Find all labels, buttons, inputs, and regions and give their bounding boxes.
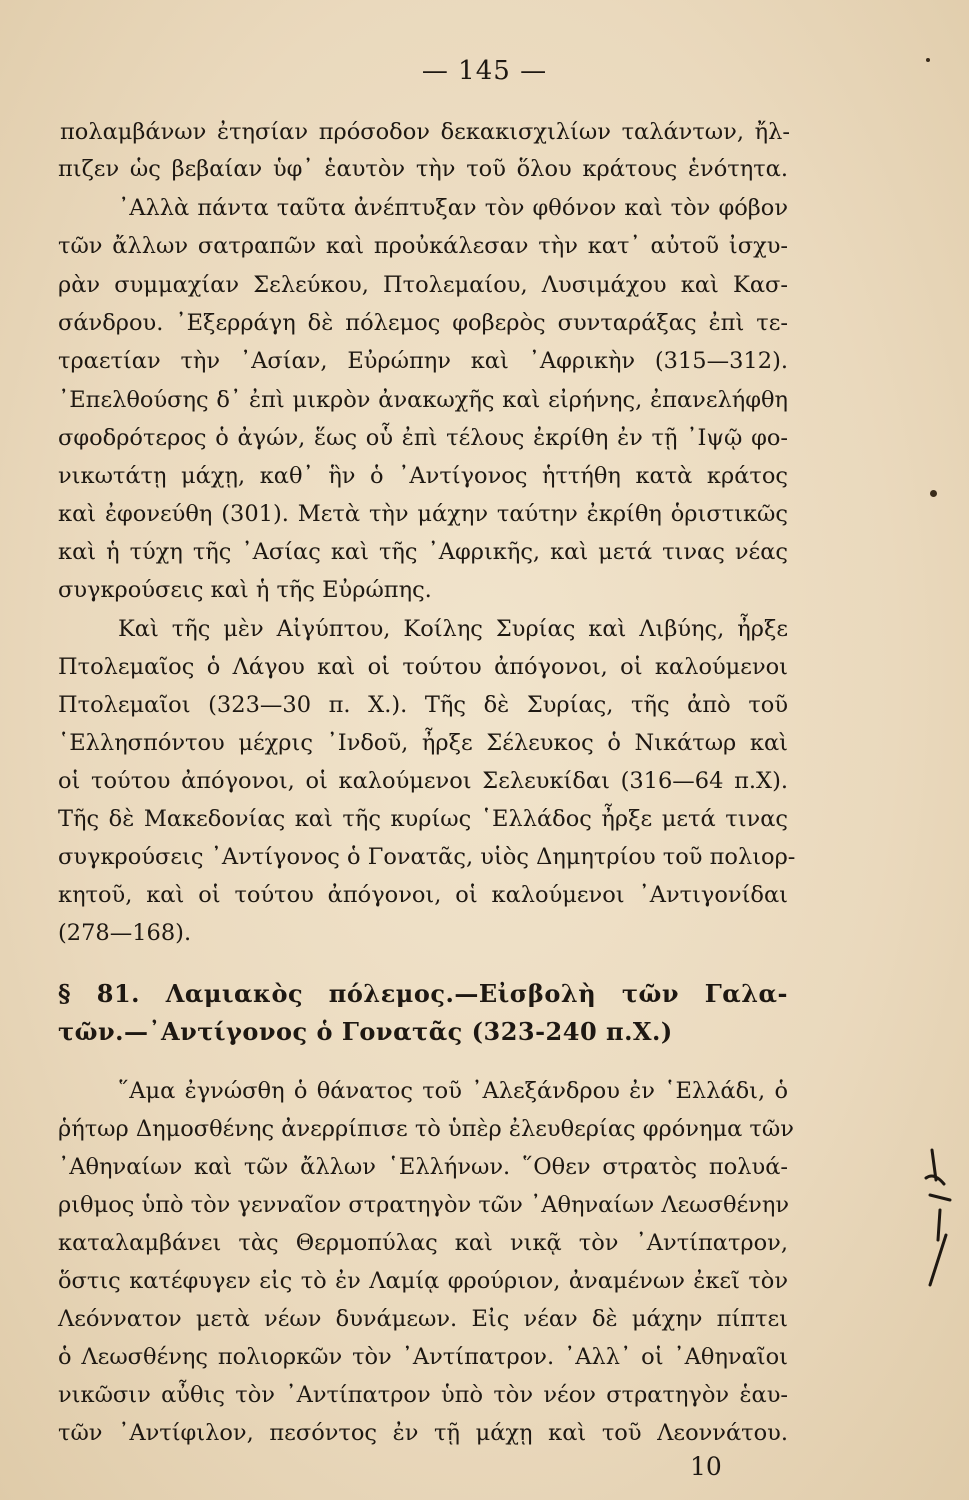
- text-line: συγκρούσεις ᾽Αντίγονος ὁ Γονατᾶς, υἱὸς Δημητρίου τοῦ πολιορ-: [58, 844, 796, 870]
- ink-speck: [930, 490, 937, 497]
- text-line: καὶ ἐφονεύθη (301). Μετὰ τὴν μάχην ταύτην ἐκρίθη ὁριστικῶς: [58, 501, 788, 527]
- section-heading: § 81. Λαμιακὸς πόλεμος.—Εἰσβολὴ τῶν Γαλα-: [58, 979, 788, 1008]
- handwritten-margin-mark: [920, 1140, 960, 1290]
- text-line: Πτολεμαῖος ὁ Λάγου καὶ οἱ τούτου ἀπόγονοι, οἱ καλούμενοι: [58, 654, 788, 680]
- text-line: ᾽Αθηναίων καὶ τῶν ἄλλων ῾Ελλήνων. ῞Οθεν στρατὸς πολυά-: [58, 1154, 788, 1180]
- text-line: ρὰν συμμαχίαν Σελεύκου, Πτολεμαίου, Λυσιμάχου καὶ Κασ-: [58, 272, 788, 298]
- text-line: πιζεν ὡς βεβαίαν ὑφ᾽ ἑαυτὸν τὴν τοῦ ὅλου κράτους ἑνότητα.: [58, 156, 788, 182]
- text-line: ριθμος ὑπὸ τὸν γενναῖον στρατηγὸν τῶν ᾽Αθηναίων Λεωσθένην: [58, 1192, 790, 1218]
- text-line: τραετίαν τὴν ᾽Ασίαν, Εὐρώπην καὶ ᾽Αφρικὴν (315—312).: [58, 348, 788, 374]
- page-number: — 145 —: [421, 56, 548, 86]
- ink-speck: [926, 58, 930, 62]
- text-line: ᾽Επελθούσης δ᾽ ἐπὶ μικρὸν ἀνακωχῆς καὶ εἰρήνης, ἐπανελήφθη: [58, 387, 788, 413]
- text-line: Λεόννατον μετὰ νέων δυνάμεων. Εἰς νέαν δὲ μάχην πίπτει: [58, 1306, 788, 1332]
- text-line: καταλαμβάνει τὰς Θερμοπύλας καὶ νικᾷ τὸν ᾽Αντίπατρον,: [58, 1230, 788, 1256]
- text-line: συγκρούσεις καὶ ἡ τῆς Εὐρώπης.: [58, 577, 432, 603]
- text-line: νικῶσιν αὖθις τὸν ᾽Αντίπατρον ὑπὸ τὸν νέον στρατηγὸν ἑαυ-: [58, 1382, 788, 1408]
- text-line: ῞Αμα ἐγνώσθη ὁ θάνατος τοῦ ᾽Αλεξάνδρου ἐν ῾Ελλάδι, ὁ: [118, 1078, 788, 1104]
- text-line: τῶν ἄλλων σατραπῶν καὶ προὐκάλεσαν τὴν κατ᾽ αὐτοῦ ἰσχυ-: [58, 233, 788, 259]
- text-line: πολαμβάνων ἐτησίαν πρόσοδον δεκακισχιλίων ταλάντων, ἤλ-: [60, 119, 790, 145]
- text-line: ῥήτωρ Δημοσθένης ἀνερρίπισε τὸ ὑπὲρ ἐλευθερίας φρόνημα τῶν: [58, 1116, 794, 1142]
- section-heading: τῶν.—᾽Αντίγονος ὁ Γονατᾶς (323-240 π.Χ.): [58, 1017, 673, 1046]
- text-line: καὶ ἡ τύχη τῆς ᾽Ασίας καὶ τῆς ᾽Αφρικῆς, καὶ μετά τινας νέας: [58, 539, 788, 565]
- text-line: ᾽Αλλὰ πάντα ταῦτα ἀνέπτυξαν τὸν φθόνον καὶ τὸν φόβον: [118, 195, 788, 221]
- text-line: (278—168).: [58, 920, 192, 946]
- text-line: οἱ τούτου ἀπόγονοι, οἱ καλούμενοι Σελευκίδαι (316—64 π.Χ).: [58, 768, 788, 794]
- text-line: τῶν ᾽Αντίφιλον, πεσόντος ἐν τῇ μάχῃ καὶ τοῦ Λεοννάτου.: [58, 1420, 788, 1446]
- text-line: ὁ Λεωσθένης πολιορκῶν τὸν ᾽Αντίπατρον. ᾽Αλλ᾽ οἱ ᾽Αθηναῖοι: [58, 1344, 788, 1370]
- text-line: ὅστις κατέφυγεν εἰς τὸ ἐν Λαμίᾳ φρούριον, ἀναμένων ἐκεῖ τὸν: [58, 1268, 788, 1294]
- text-line: Πτολεμαῖοι (323—30 π. Χ.). Τῆς δὲ Συρίας, τῆς ἀπὸ τοῦ: [58, 692, 788, 718]
- text-line: ῾Ελλησπόντου μέχρις ᾽Ινδοῦ, ἦρξε Σέλευκος ὁ Νικάτωρ καὶ: [58, 730, 788, 756]
- text-line: Καὶ τῆς μὲν Αἰγύπτου, Κοίλης Συρίας καὶ Λιβύης, ἦρξε: [118, 616, 788, 642]
- text-line: σάνδρου. ᾽Εξερράγη δὲ πόλεμος φοβερὸς συνταράξας ἐπὶ τε-: [58, 310, 788, 336]
- text-line: κητοῦ, καὶ οἱ τούτου ἀπόγονοι, οἱ καλούμενοι ᾽Αντιγονίδαι: [58, 882, 788, 908]
- text-line: νικωτάτῃ μάχῃ, καθ᾽ ἣν ὁ ᾽Αντίγονος ἡττήθη κατὰ κράτος: [58, 463, 788, 489]
- text-line: σφοδρότερος ὁ ἀγών, ἕως οὗ ἐπὶ τέλους ἐκρίθη ἐν τῇ ᾽Ιψῷ φο-: [58, 425, 788, 451]
- signature-number: 10: [690, 1452, 722, 1481]
- text-line: Τῆς δὲ Μακεδονίας καὶ τῆς κυρίως ῾Ελλάδος ἦρξε μετά τινας: [58, 806, 788, 832]
